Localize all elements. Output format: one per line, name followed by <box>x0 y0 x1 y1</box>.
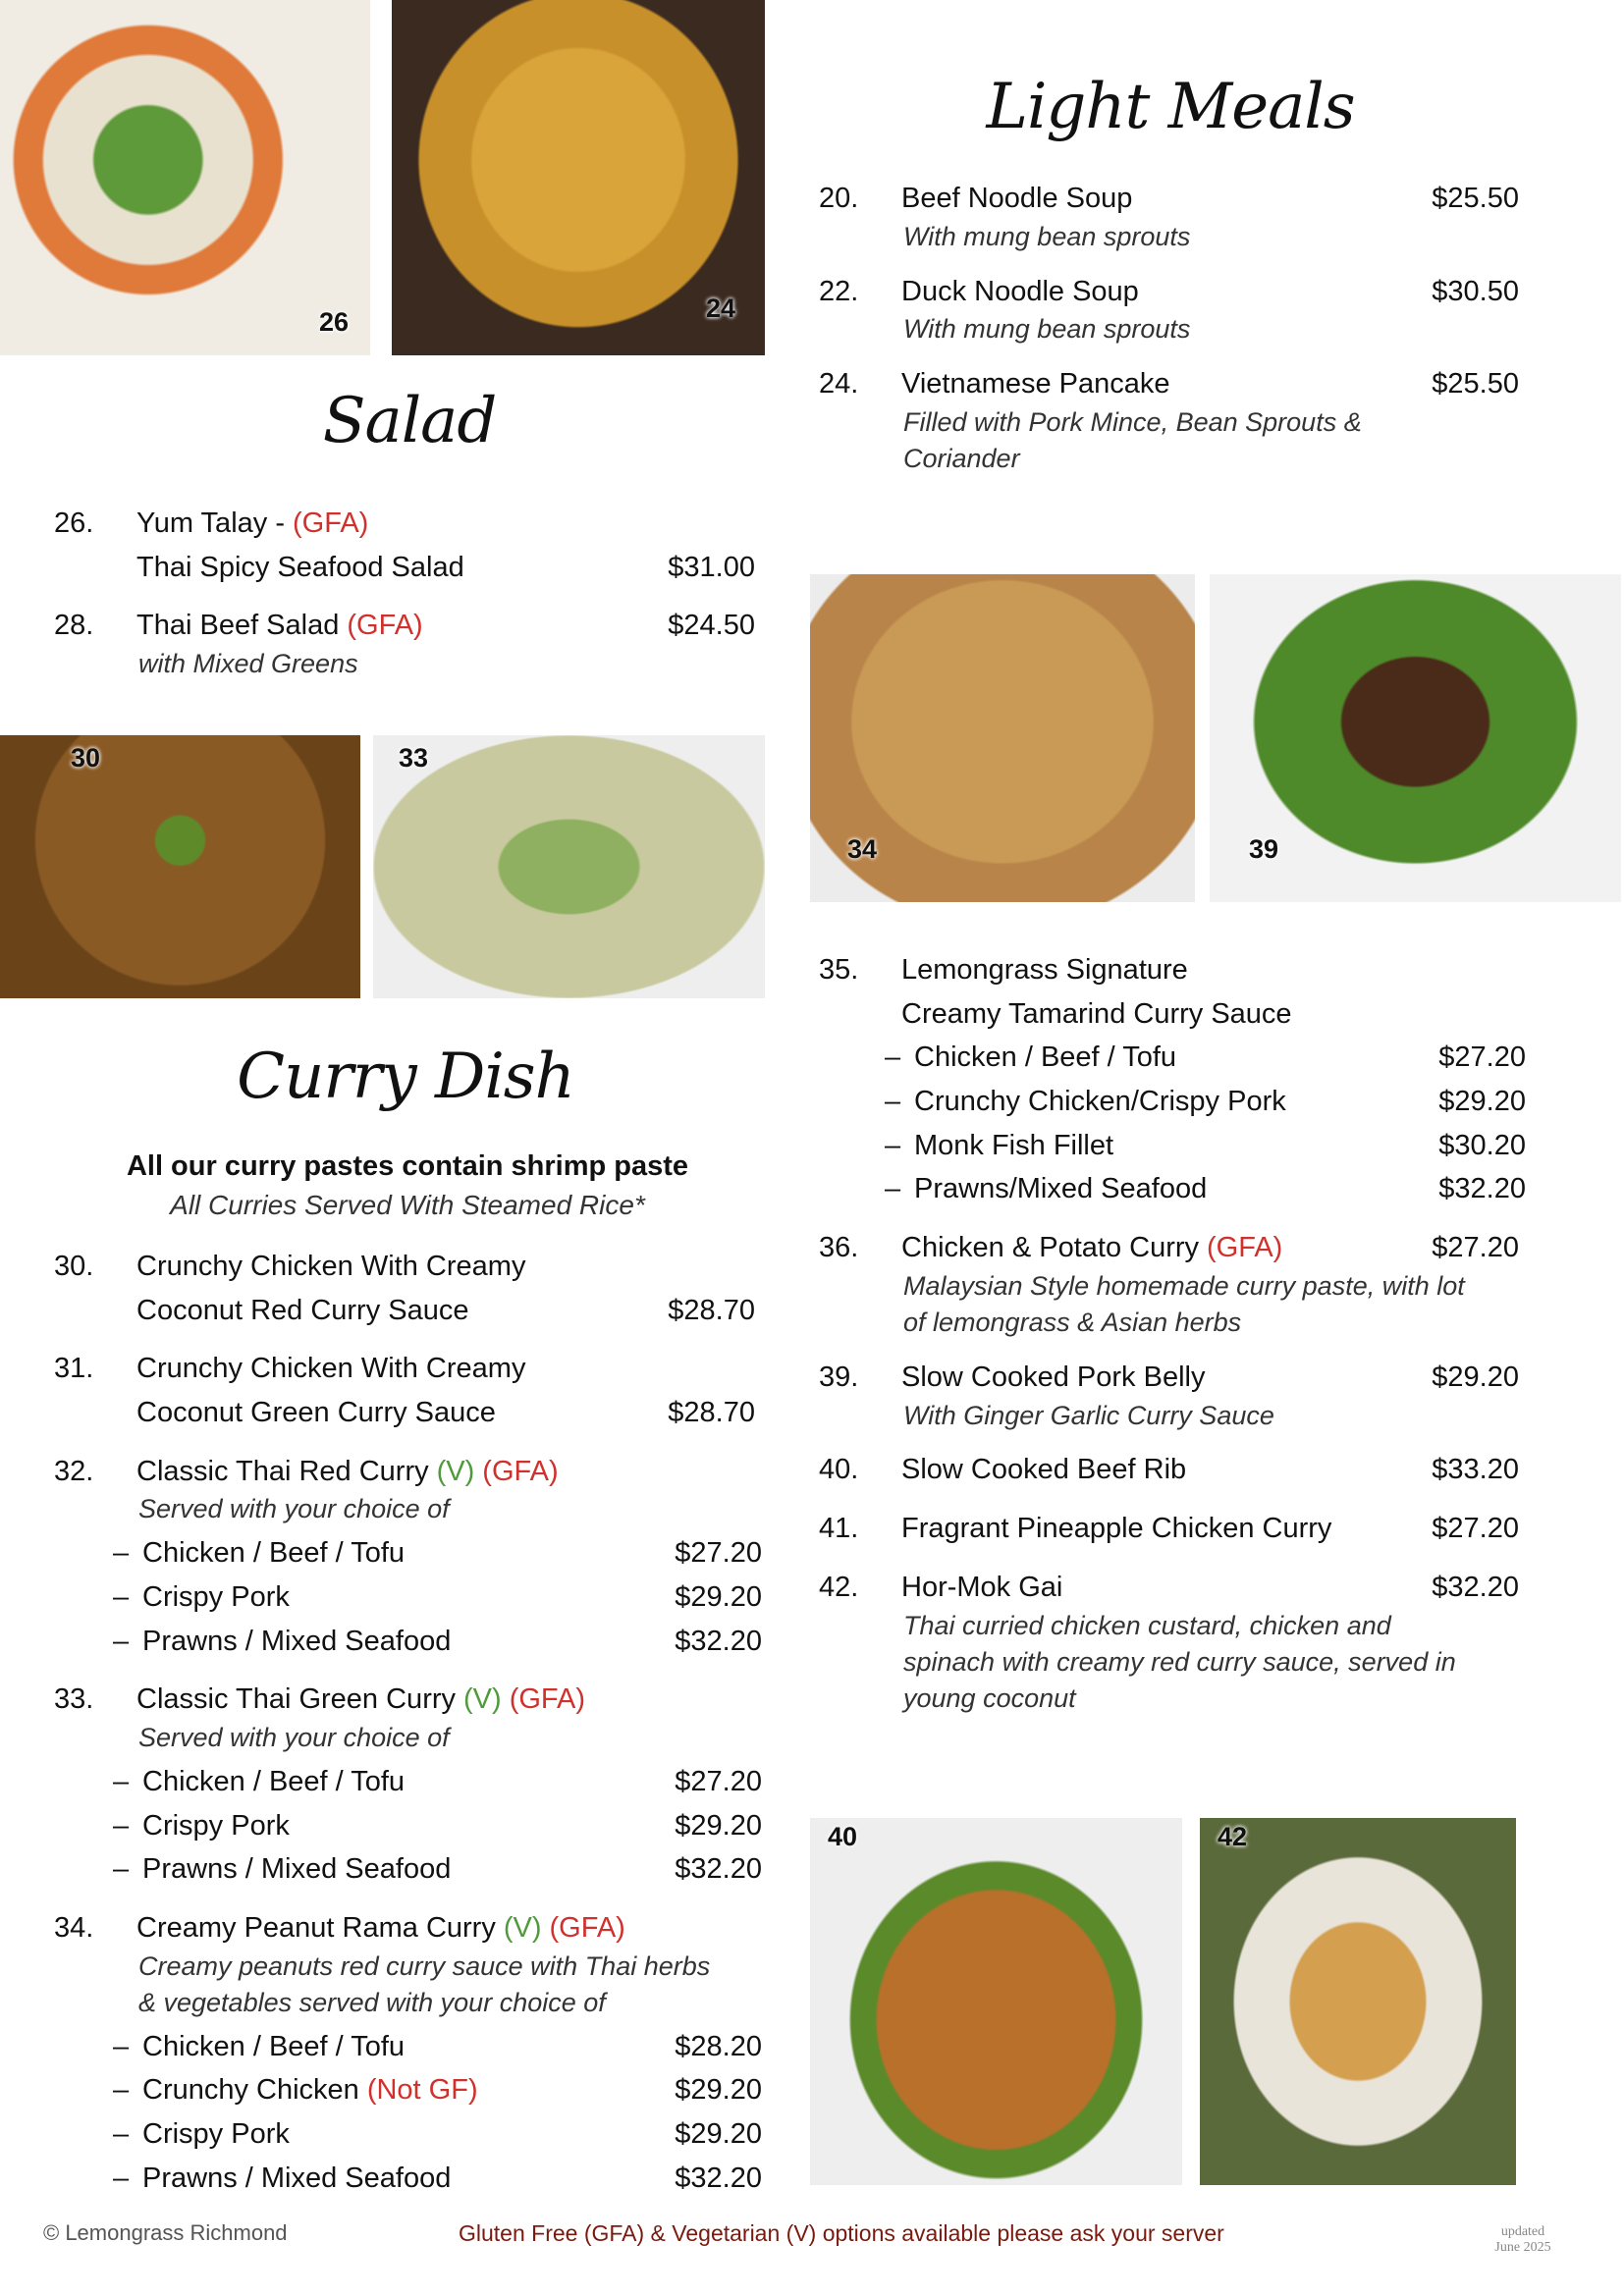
item-name-line <box>54 1906 755 1950</box>
item-name: Creamy Tamarind Curry Sauce <box>901 997 1292 1030</box>
menu-item <box>54 1679 762 1893</box>
item-number: 42. <box>819 1571 859 1603</box>
dash-bullet: – <box>113 1625 130 1657</box>
item-name: Chicken & Potato Curry <box>901 1231 1200 1263</box>
option-label: Crunchy Chicken/Crispy Pork <box>914 1085 1286 1117</box>
option-label: Prawns / Mixed Seafood <box>142 1853 452 1886</box>
item-name: Crunchy Chicken With Creamy <box>136 1353 526 1385</box>
section-title-curry: Curry Dish <box>237 1041 574 1113</box>
item-option <box>113 1760 762 1804</box>
menu-item <box>819 362 1519 477</box>
item-name: Classic Thai Green Curry <box>136 1683 457 1716</box>
item-name-line <box>54 1289 755 1333</box>
item-name-line <box>819 1226 1519 1270</box>
item-price: $31.00 <box>668 551 755 583</box>
section-title-light-meals: Light Meals <box>986 71 1355 143</box>
item-number: 35. <box>819 953 859 986</box>
option-label: Chicken / Beef / Tofu <box>142 1766 406 1798</box>
item-name-line <box>819 362 1519 406</box>
dash-bullet: – <box>885 1041 901 1074</box>
dash-bullet: – <box>113 1580 130 1613</box>
vegetarian-tag: (V) <box>436 1455 475 1487</box>
item-number: 36. <box>819 1231 859 1263</box>
dash-bullet: – <box>113 2118 130 2151</box>
dash-bullet: – <box>885 1173 901 1205</box>
menu-item <box>54 1450 762 1664</box>
gfa-tag: (GFA) <box>482 1455 559 1487</box>
item-number: 34. <box>54 1912 94 1945</box>
gfa-tag: (GFA) <box>292 507 369 539</box>
item-name-line <box>54 1679 755 1723</box>
item-option <box>113 1531 762 1575</box>
menu-item <box>54 1245 755 1332</box>
item-price: $25.50 <box>1432 182 1519 214</box>
item-description: Served with your choice of <box>138 1494 450 1524</box>
photo-label: 42 <box>1218 1822 1248 1851</box>
item-number: 41. <box>819 1513 859 1545</box>
item-option <box>113 2025 762 2069</box>
option-price: $27.20 <box>675 1766 762 1798</box>
dash-bullet: – <box>113 2030 130 2062</box>
item-option <box>113 1575 762 1620</box>
photo-dish-42 <box>1200 1818 1516 2185</box>
option-label: Prawns / Mixed Seafood <box>142 2162 452 2194</box>
item-option <box>885 1167 1526 1211</box>
menu-item <box>54 1347 755 1434</box>
item-number: 40. <box>819 1454 859 1486</box>
item-number: 20. <box>819 182 859 214</box>
vegetarian-tag: (V) <box>503 1912 542 1945</box>
item-name: Classic Thai Red Curry <box>136 1455 429 1487</box>
dash-bullet: – <box>885 1129 901 1161</box>
option-price: $29.20 <box>675 1580 762 1613</box>
item-price: $30.50 <box>1432 275 1519 307</box>
item-name: Thai Beef Salad <box>136 610 340 642</box>
curry-list <box>54 1245 762 2201</box>
curry-list-right <box>819 948 1526 1721</box>
curry-rice-note: All Curries Served With Steamed Rice* <box>170 1190 645 1220</box>
photo-label: 39 <box>1249 834 1279 864</box>
option-label: Chicken / Beef / Tofu <box>142 1537 406 1570</box>
item-description: Served with your choice of <box>138 1723 450 1753</box>
option-label: Prawns / Mixed Seafood <box>142 1625 452 1657</box>
option-label: Crunchy Chicken <box>142 2074 359 2107</box>
item-option <box>113 2069 762 2113</box>
item-option <box>113 1848 762 1893</box>
item-name: Slow Cooked Beef Rib <box>901 1454 1187 1486</box>
item-price: $32.20 <box>1432 1571 1519 1603</box>
menu-item <box>819 1507 1519 1551</box>
item-name-line <box>819 270 1519 314</box>
item-name: Yum Talay - <box>136 507 285 539</box>
gfa-tag: (GFA) <box>1207 1231 1283 1263</box>
item-description: Filled with Pork Mince, Bean Sprouts & Coriander <box>903 407 1362 474</box>
item-name-line <box>54 546 755 590</box>
item-name-line <box>819 1449 1519 1493</box>
menu-item <box>54 1906 762 2200</box>
photo-dish-39 <box>1210 574 1621 902</box>
menu-item <box>54 604 755 682</box>
menu-item <box>819 270 1519 348</box>
option-price: $28.20 <box>675 2030 762 2062</box>
option-label: Monk Fish Fillet <box>914 1129 1114 1161</box>
item-option <box>113 1620 762 1664</box>
not-gf-tag: (Not GF) <box>366 2074 478 2107</box>
light-meals-list <box>819 177 1519 481</box>
item-name-line <box>54 1347 755 1391</box>
photo-dish-24 <box>392 0 765 355</box>
menu-item <box>54 502 755 589</box>
option-price: $29.20 <box>675 2074 762 2107</box>
photo-label: 26 <box>318 307 349 337</box>
option-label: Crispy Pork <box>142 2118 290 2151</box>
item-option <box>113 2112 762 2157</box>
menu-item <box>819 1226 1519 1341</box>
gfa-tag: (GFA) <box>549 1912 625 1945</box>
item-description: Malaysian Style homemade curry paste, with lot of lemongrass & Asian herbs <box>903 1270 1465 1337</box>
item-name: Coconut Red Curry Sauce <box>136 1294 469 1326</box>
item-price: $27.20 <box>1432 1231 1519 1263</box>
item-option <box>885 1080 1526 1124</box>
item-price: $28.70 <box>668 1396 755 1428</box>
item-number: 39. <box>819 1361 859 1393</box>
item-description: With Ginger Garlic Curry Sauce <box>903 1400 1274 1430</box>
item-price: $29.20 <box>1432 1361 1519 1393</box>
photo-label: 24 <box>705 294 735 323</box>
item-name: Fragrant Pineapple Chicken Curry <box>901 1513 1332 1545</box>
item-name-line <box>54 1391 755 1435</box>
item-name-line <box>819 177 1519 221</box>
dash-bullet: – <box>113 2162 130 2194</box>
menu-item <box>819 1566 1519 1717</box>
menu-item <box>819 1449 1519 1493</box>
item-number: 32. <box>54 1455 94 1487</box>
item-number: 26. <box>54 507 94 539</box>
item-name-line <box>54 1245 755 1289</box>
item-description: Creamy peanuts red curry sauce with Thai herbs & vegetables served with your choice of <box>138 1950 711 2017</box>
vegetarian-tag: (V) <box>463 1683 502 1716</box>
item-description: With mung bean sprouts <box>903 221 1191 251</box>
dash-bullet: – <box>113 2074 130 2107</box>
gfa-tag: (GFA) <box>347 610 423 642</box>
photo-dish-34 <box>810 574 1195 902</box>
item-name: Thai Spicy Seafood Salad <box>136 551 464 583</box>
item-name-line <box>819 1356 1519 1400</box>
item-name: Lemongrass Signature <box>901 953 1188 986</box>
item-price: $24.50 <box>668 610 755 642</box>
option-price: $27.20 <box>1438 1041 1526 1074</box>
dash-bullet: – <box>113 1537 130 1570</box>
item-number: 24. <box>819 368 859 400</box>
item-option <box>885 1036 1526 1080</box>
section-title-salad: Salad <box>322 385 497 457</box>
item-name-line <box>54 604 755 648</box>
gfa-tag: (GFA) <box>509 1683 586 1716</box>
item-name: Duck Noodle Soup <box>901 275 1139 307</box>
item-name-line <box>819 1566 1519 1610</box>
option-price: $29.20 <box>675 2118 762 2151</box>
dash-bullet: – <box>113 1853 130 1886</box>
photo-label: 34 <box>847 834 878 864</box>
photo-dish-40 <box>810 1818 1182 2185</box>
option-price: $29.20 <box>1438 1085 1526 1117</box>
item-number: 22. <box>819 275 859 307</box>
item-number: 33. <box>54 1683 94 1716</box>
option-price: $27.20 <box>675 1537 762 1570</box>
item-name: Beef Noodle Soup <box>901 182 1133 214</box>
item-description: With mung bean sprouts <box>903 314 1191 345</box>
item-name: Slow Cooked Pork Belly <box>901 1361 1206 1393</box>
option-label: Crispy Pork <box>142 1580 290 1613</box>
item-name: Vietnamese Pancake <box>901 368 1170 400</box>
photo-label: 30 <box>71 743 101 773</box>
item-name: Crunchy Chicken With Creamy <box>136 1250 526 1282</box>
option-price: $29.20 <box>675 1809 762 1842</box>
item-number: 31. <box>54 1353 94 1385</box>
dash-bullet: – <box>885 1085 901 1117</box>
item-option <box>885 1124 1526 1168</box>
item-price: $27.20 <box>1432 1513 1519 1545</box>
option-price: $30.20 <box>1438 1129 1526 1161</box>
item-name-line <box>54 502 755 546</box>
dash-bullet: – <box>113 1766 130 1798</box>
option-label: Chicken / Beef / Tofu <box>914 1041 1177 1074</box>
option-label: Crispy Pork <box>142 1809 290 1842</box>
item-description: with Mixed Greens <box>138 649 358 679</box>
item-name: Coconut Green Curry Sauce <box>136 1396 496 1428</box>
item-name: Hor-Mok Gai <box>901 1571 1063 1603</box>
photo-label: 40 <box>828 1822 858 1851</box>
photo-dish-30 <box>0 735 360 998</box>
footer-updated: updated June 2025 <box>1494 2224 1551 2255</box>
photo-dish-26 <box>0 0 370 355</box>
footer-copyright: © Lemongrass Richmond <box>43 2220 288 2245</box>
option-price: $32.20 <box>675 1625 762 1657</box>
option-price: $32.20 <box>675 2162 762 2194</box>
option-label: Chicken / Beef / Tofu <box>142 2030 406 2062</box>
item-name-line <box>819 1507 1519 1551</box>
item-number: 30. <box>54 1250 94 1282</box>
item-name-line <box>54 1450 755 1494</box>
item-name-line <box>819 992 1519 1037</box>
photo-dish-33 <box>373 735 765 998</box>
curry-shrimp-note: All our curry pastes contain shrimp paste <box>126 1150 689 1182</box>
item-name: Creamy Peanut Rama Curry <box>136 1912 496 1945</box>
menu-item <box>819 948 1526 1211</box>
item-option <box>113 2157 762 2201</box>
dash-bullet: – <box>113 1809 130 1842</box>
option-price: $32.20 <box>1438 1173 1526 1205</box>
item-price: $28.70 <box>668 1294 755 1326</box>
option-price: $32.20 <box>675 1853 762 1886</box>
item-name-line <box>819 948 1519 992</box>
item-description: Thai curried chicken custard, chicken and spinach with creamy red curry sauce, served in young coconut <box>903 1610 1456 1713</box>
photo-label: 33 <box>399 743 429 773</box>
option-label: Prawns/Mixed Seafood <box>914 1173 1208 1205</box>
menu-item <box>819 177 1519 255</box>
item-number: 28. <box>54 610 94 642</box>
item-price: $25.50 <box>1432 368 1519 400</box>
item-option <box>113 1804 762 1848</box>
salad-list <box>54 502 755 686</box>
menu-item <box>819 1356 1519 1434</box>
footer-notice: Gluten Free (GFA) & Vegetarian (V) options available please ask your server <box>459 2220 1224 2246</box>
item-price: $33.20 <box>1432 1454 1519 1486</box>
